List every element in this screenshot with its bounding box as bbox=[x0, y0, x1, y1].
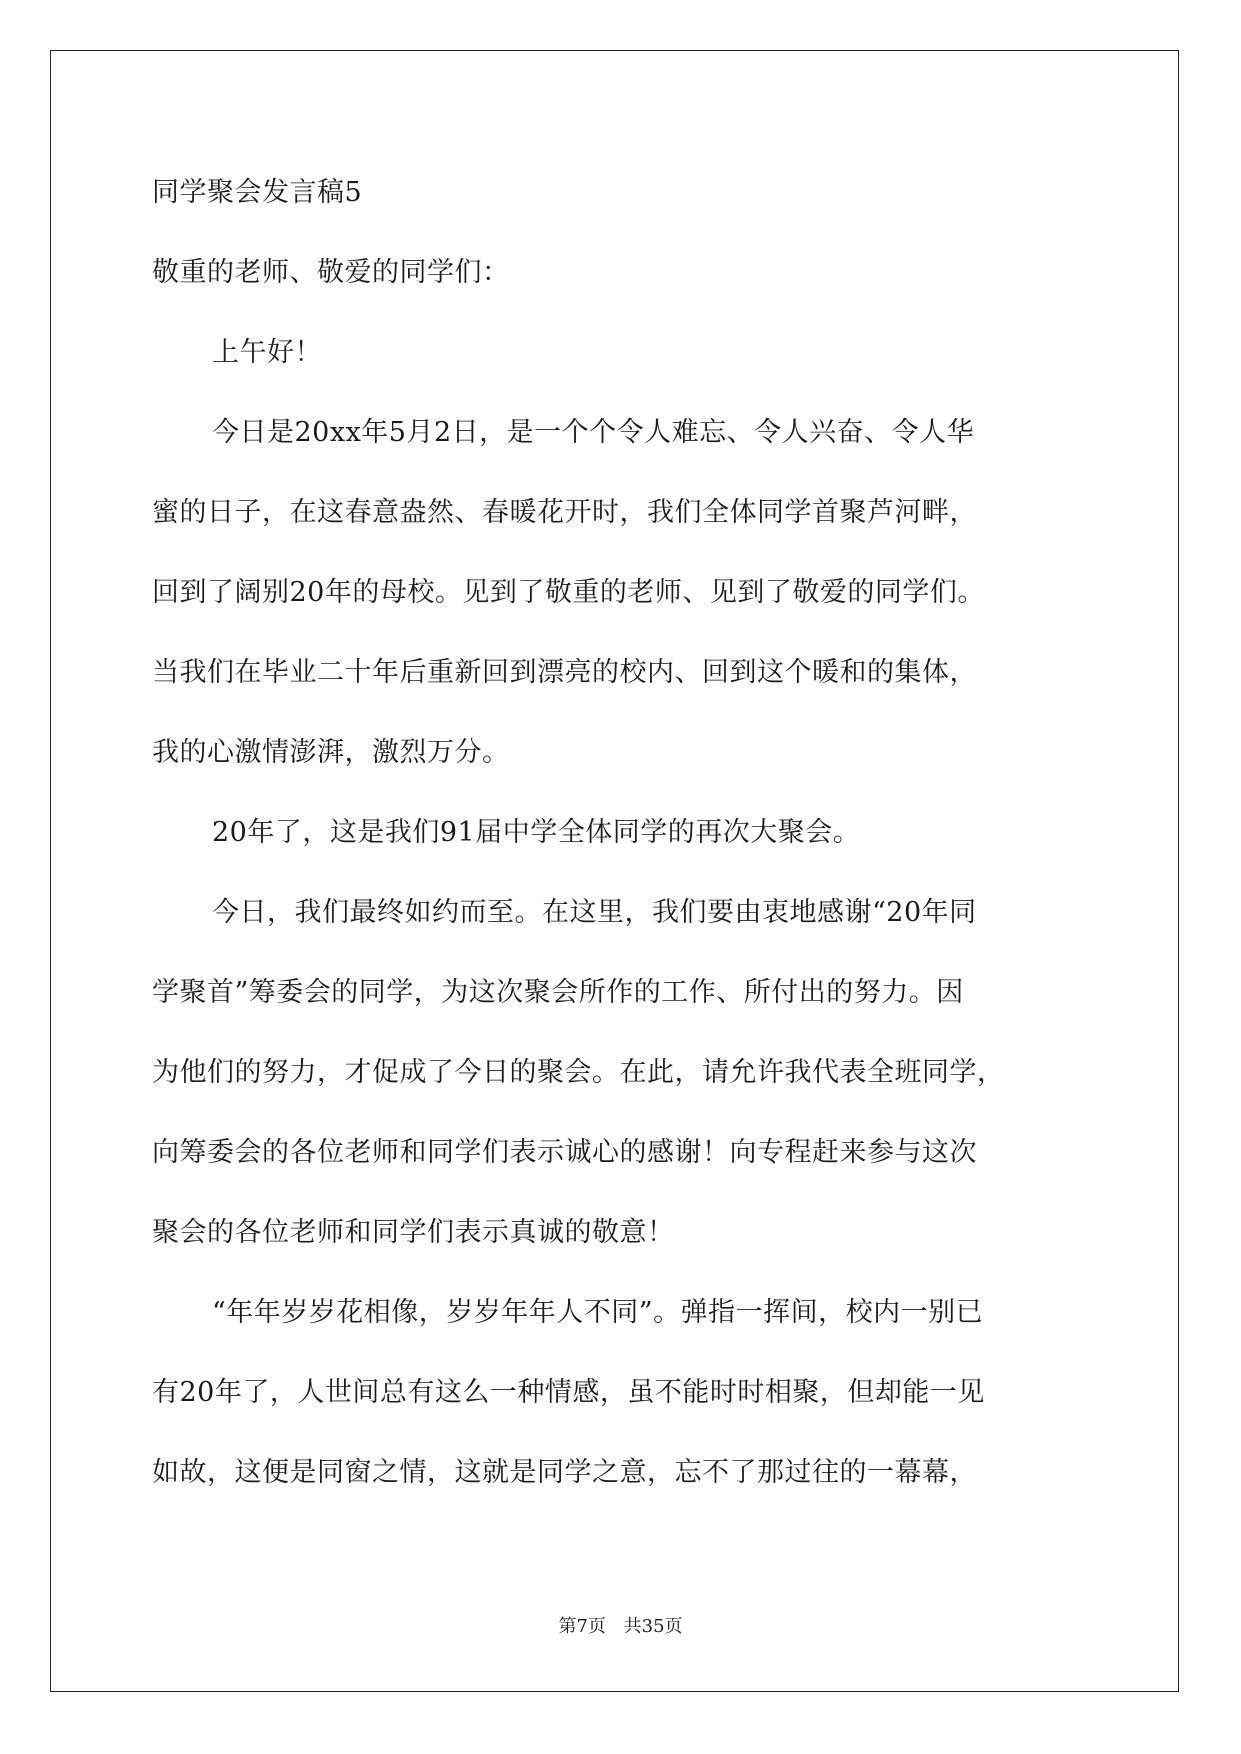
paragraph-line: 当我们在毕业二十年后重新回到漂亮的校内、回到这个暖和的集体， bbox=[152, 657, 977, 688]
paragraph-line: 今日，我们最终如约而至。在这里，我们要由衷地感谢“20年同 bbox=[212, 897, 977, 928]
paragraph-line: “年年岁岁花相像，岁岁年年人不同”。弹指一挥间，校内一别已 bbox=[212, 1297, 984, 1328]
page-number: 第7页 bbox=[558, 1616, 606, 1637]
document-title: 同学聚会发言稿5 bbox=[152, 177, 363, 208]
paragraph-line: 向筹委会的各位老师和同学们表示诚心的感谢！向专程赶来参与这次 bbox=[152, 1137, 977, 1168]
paragraph-line: 学聚首”筹委会的同学，为这次聚会所作的工作、所付出的努力。因 bbox=[152, 977, 964, 1008]
page-border bbox=[50, 50, 1179, 1692]
paragraph-line: 回到了阔别20年的母校。见到了敬重的老师、见到了敬爱的同学们。 bbox=[152, 577, 985, 608]
paragraph-line: 聚会的各位老师和同学们表示真诚的敬意！ bbox=[152, 1217, 675, 1248]
paragraph-line: 20年了，这是我们91届中学全体同学的再次大聚会。 bbox=[212, 817, 861, 848]
paragraph-line: 我的心激情澎湃，激烈万分。 bbox=[152, 737, 510, 768]
paragraph-line: 如故，这便是同窗之情，这就是同学之意，忘不了那过往的一幕幕， bbox=[152, 1457, 977, 1488]
paragraph-line: 蜜的日子，在这春意盎然、春暖花开时，我们全体同学首聚芦河畔， bbox=[152, 497, 977, 528]
paragraph-line: 有20年了，人世间总有这么一种情感，虽不能时时相聚，但却能一见 bbox=[152, 1377, 985, 1408]
paragraph-line: 为他们的努力，才促成了今日的聚会。在此，请允许我代表全班同学， bbox=[152, 1057, 1005, 1088]
salutation: 敬重的老师、敬爱的同学们： bbox=[152, 257, 510, 288]
paragraph-line: 今日是20xx年5月2日，是一个个令人难忘、令人兴奋、令人华 bbox=[212, 417, 975, 448]
page-total: 共35页 bbox=[623, 1616, 683, 1637]
greeting: 上午好！ bbox=[212, 337, 322, 368]
page-footer bbox=[0, 1612, 1241, 1638]
